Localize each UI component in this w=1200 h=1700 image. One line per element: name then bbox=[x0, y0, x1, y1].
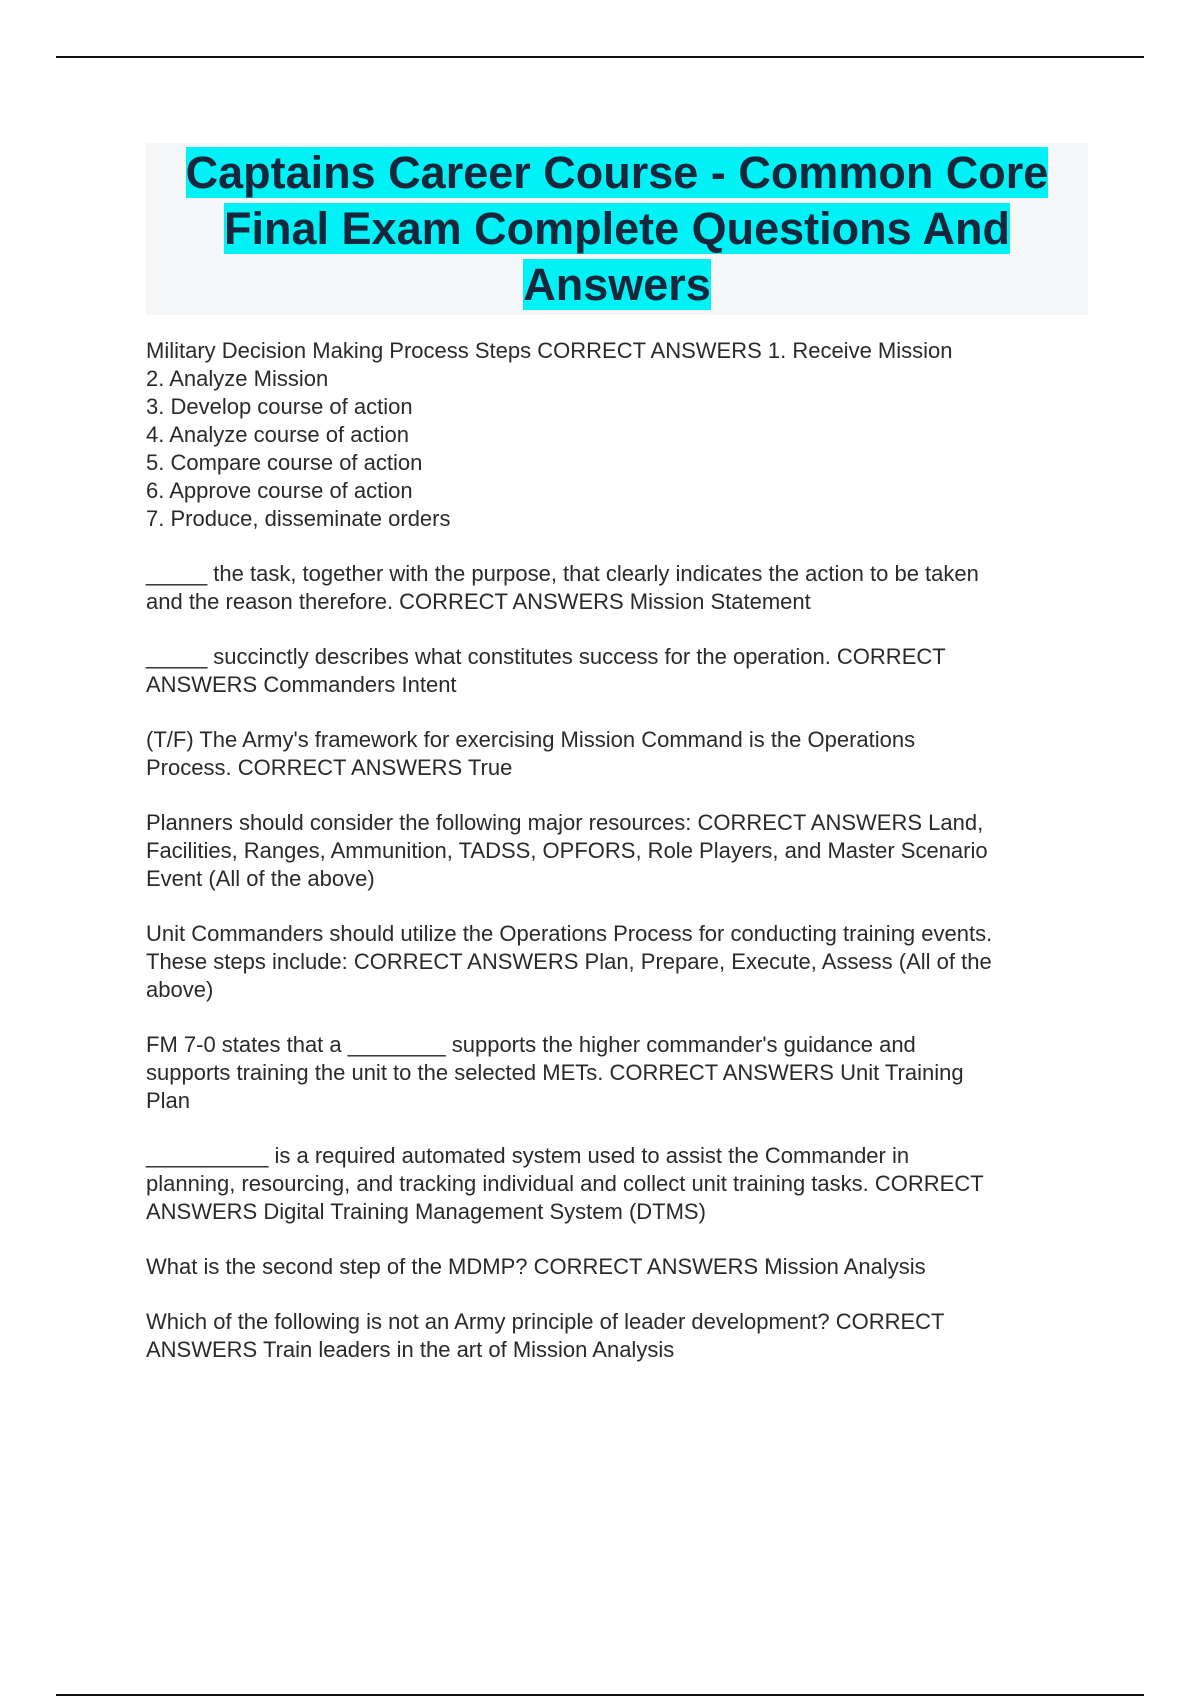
qa-item-training-events: Unit Commanders should utilize the Operations Process for conducting training events. These steps include: CORRECT ANSWERS Plan, Prepare, Execute, Assess (All of the above) bbox=[146, 921, 993, 1002]
qa-item-major-resources: Planners should consider the following major resources: CORRECT ANSWERS Land, Facilities, Ranges, Ammunition, TADSS, OPFORS, Role Players, and Master Scenario Event (All of the above) bbox=[146, 810, 988, 891]
document-title bbox=[146, 143, 1088, 315]
qa-item-mdmp-steps: Military Decision Making Process Steps CORRECT ANSWERS 1. Receive Mission 2. Analyze Mission 3. Develop course of action 4. Analyze course of action 5. Compare course of action 6. Approve course of action 7. Produce, disseminate orders bbox=[146, 338, 953, 531]
title-line-1: Captains Career Course - Common Core bbox=[185, 147, 1049, 198]
qa-item-unit-training-plan: FM 7-0 states that a ________ supports the higher commander's guidance and supports training the unit to the selected METs. CORRECT ANSWERS Unit Training Plan bbox=[146, 1032, 964, 1113]
qa-item-operations-process: (T/F) The Army's framework for exercising Mission Command is the Operations Process. CORRECT ANSWERS True bbox=[146, 727, 916, 780]
top-rule bbox=[56, 56, 1144, 58]
qa-item-mdmp-second-step: What is the second step of the MDMP? CORRECT ANSWERS Mission Analysis bbox=[146, 1254, 926, 1279]
bottom-rule bbox=[56, 1694, 1144, 1696]
qa-item-leader-development: Which of the following is not an Army principle of leader development? CORRECT ANSWERS Train leaders in the art of Mission Analysis bbox=[146, 1309, 945, 1362]
title-line-3: Answers bbox=[523, 259, 711, 310]
title-line-2: Final Exam Complete Questions And bbox=[224, 203, 1010, 254]
qa-item-commanders-intent: _____ succinctly describes what constitutes success for the operation. CORRECT ANSWERS Commanders Intent bbox=[146, 644, 946, 697]
qa-item-mission-statement: _____ the task, together with the purpose, that clearly indicates the action to be taken and the reason therefore. CORRECT ANSWERS Mission Statement bbox=[146, 561, 979, 614]
question-answer-list bbox=[146, 337, 1086, 1391]
qa-item-dtms: __________ is a required automated system used to assist the Commander in planning, resourcing, and tracking individual and collect unit training tasks. CORRECT ANSWERS Digital Training Management System (DTMS) bbox=[146, 1143, 984, 1224]
